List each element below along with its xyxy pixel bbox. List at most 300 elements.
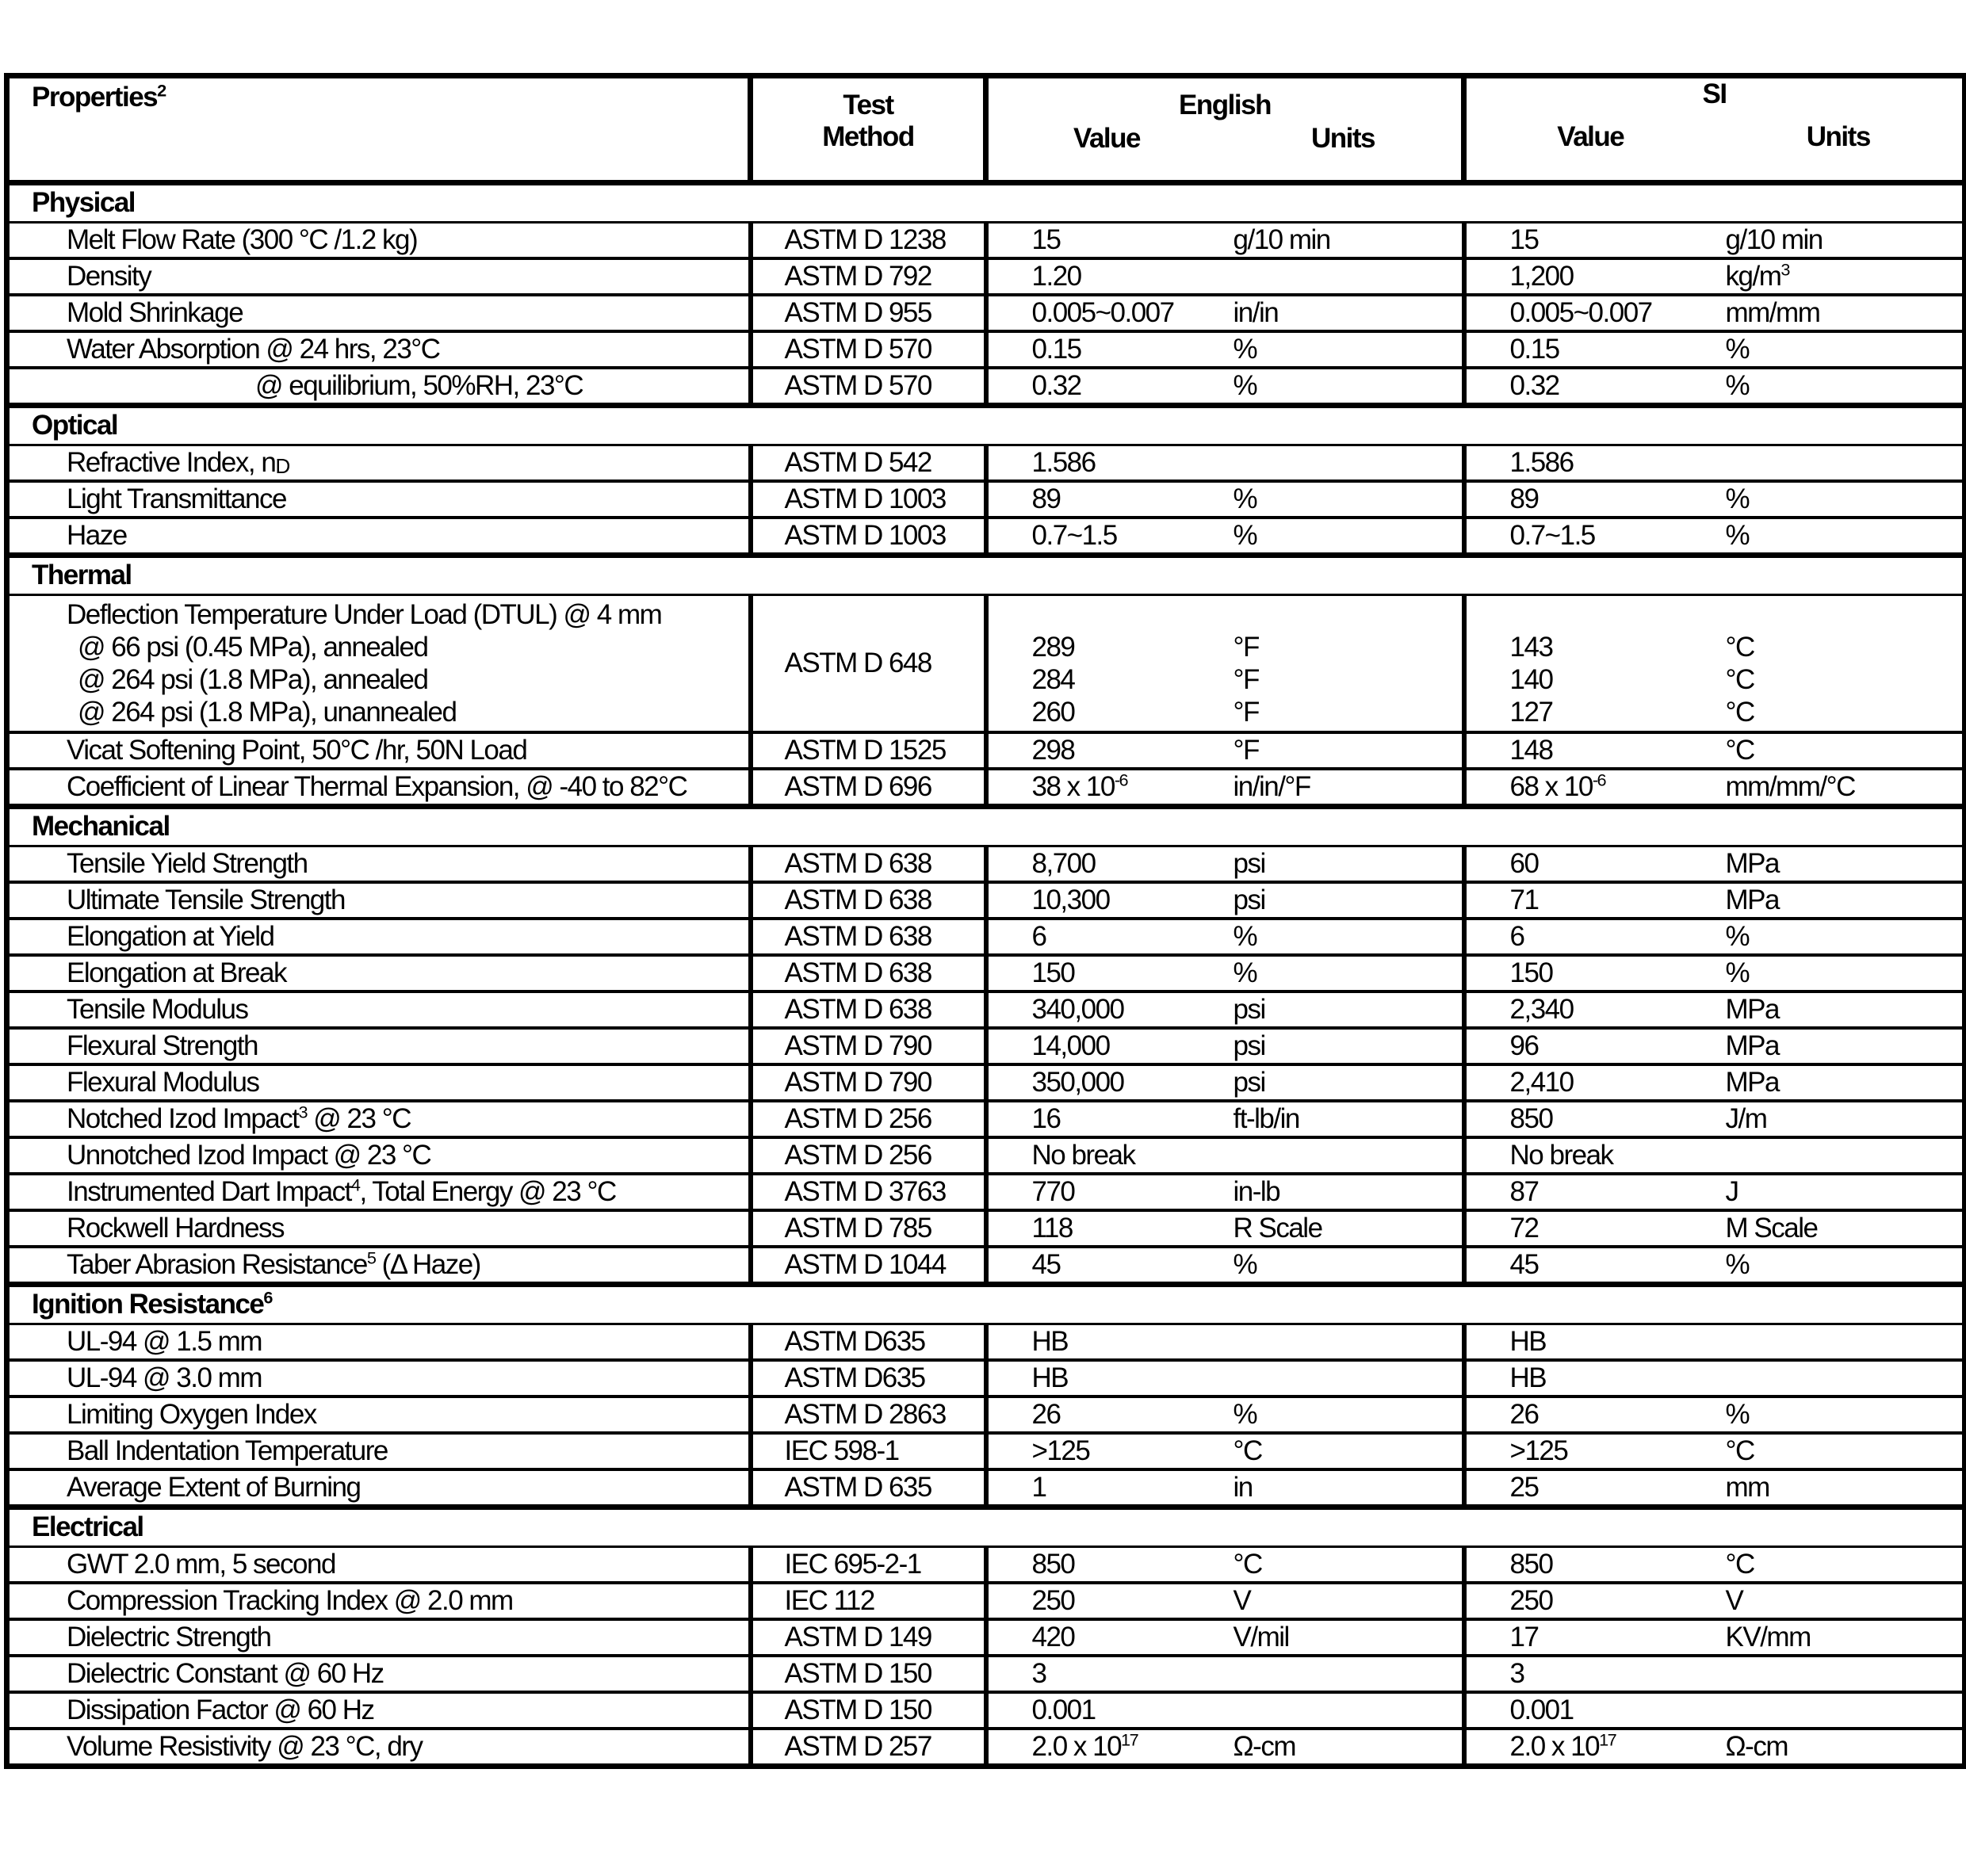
spacer bbox=[1510, 598, 1726, 631]
english-units: V/mil bbox=[1233, 1621, 1289, 1652]
table-row bbox=[7, 769, 1965, 807]
english-value-cell bbox=[986, 1692, 1234, 1729]
property-cell bbox=[7, 882, 751, 919]
property-label: Dielectric Constant @ 60 Hz bbox=[67, 1657, 384, 1689]
header-si-label: SI bbox=[1702, 78, 1727, 109]
property-cell bbox=[7, 295, 751, 331]
table-row bbox=[7, 1729, 1965, 1767]
english-units: % bbox=[1233, 483, 1257, 514]
test-method: ASTM D 1003 bbox=[784, 483, 946, 514]
test-method: ASTM D 1238 bbox=[784, 224, 946, 255]
english-value-cell bbox=[986, 223, 1234, 259]
english-value-cell bbox=[986, 1360, 1234, 1396]
test-method-cell bbox=[751, 1174, 986, 1210]
si-units-cell bbox=[1726, 1064, 1965, 1101]
test-method: ASTM D 570 bbox=[784, 333, 931, 365]
test-method-cell bbox=[751, 769, 986, 807]
si-units-cell bbox=[1726, 295, 1965, 331]
spacer bbox=[1234, 598, 1462, 631]
si-value-cell bbox=[1464, 955, 1726, 991]
english-value-cell bbox=[986, 1174, 1234, 1210]
english-value-cell bbox=[986, 1433, 1234, 1469]
property-cell bbox=[7, 846, 751, 883]
property-label: Flexural Modulus bbox=[67, 1066, 259, 1098]
test-method-cell bbox=[751, 223, 986, 259]
header-english bbox=[986, 76, 1464, 183]
english-value: 0.32 bbox=[1031, 369, 1081, 401]
superscript: 3 bbox=[1780, 259, 1789, 280]
property-label: UL-94 @ 1.5 mm bbox=[67, 1325, 262, 1357]
english-units-cell bbox=[1234, 258, 1464, 295]
si-units: MPa bbox=[1725, 847, 1779, 879]
english-value-cell bbox=[986, 882, 1234, 919]
section-header-row bbox=[7, 1507, 1965, 1547]
test-method-cell bbox=[751, 1247, 986, 1285]
spacer bbox=[1032, 598, 1234, 631]
english-units: °F bbox=[1233, 632, 1259, 663]
table-row bbox=[7, 882, 1965, 919]
si-value: >125 bbox=[1509, 1435, 1568, 1466]
si-units-cell bbox=[1726, 1101, 1965, 1137]
english-units-cell bbox=[1234, 331, 1464, 368]
si-units: MPa bbox=[1725, 1030, 1779, 1061]
si-value-cell bbox=[1464, 481, 1726, 518]
si-value: 148 bbox=[1509, 734, 1553, 766]
test-method-cell bbox=[751, 1324, 986, 1361]
english-value-cell bbox=[986, 769, 1234, 807]
property-label: Limiting Oxygen Index bbox=[67, 1398, 316, 1430]
english-units: °C bbox=[1233, 1435, 1262, 1466]
english-value-cell bbox=[986, 1101, 1234, 1137]
header-si bbox=[1464, 76, 1965, 183]
section-title-label: Optical bbox=[32, 410, 118, 441]
si-units-cell bbox=[1726, 1324, 1965, 1361]
si-value: 0.001 bbox=[1509, 1694, 1574, 1725]
english-value: 10,300 bbox=[1031, 884, 1110, 915]
english-value-cell bbox=[986, 1729, 1234, 1767]
property-label: Unnotched Izod Impact @ 23 °C bbox=[67, 1139, 431, 1171]
property-label: Light Transmittance bbox=[67, 483, 286, 514]
table-row bbox=[7, 1583, 1965, 1619]
section-title bbox=[7, 1285, 1965, 1324]
english-units-cell bbox=[1234, 769, 1464, 807]
test-method: ASTM D 149 bbox=[784, 1621, 931, 1652]
property-cell bbox=[7, 919, 751, 955]
english-value: 45 bbox=[1031, 1248, 1061, 1280]
section-title bbox=[7, 1507, 1965, 1547]
property-cell bbox=[7, 1137, 751, 1174]
si-value: 150 bbox=[1509, 957, 1553, 988]
english-units-cell bbox=[1234, 732, 1464, 769]
english-value: 0.005~0.007 bbox=[1031, 296, 1174, 328]
test-method: ASTM D 150 bbox=[784, 1657, 931, 1689]
si-value-cell bbox=[1464, 1692, 1726, 1729]
header-test-method bbox=[751, 76, 986, 183]
si-value: 140 bbox=[1509, 664, 1553, 695]
table-row bbox=[7, 518, 1965, 556]
property-cell bbox=[7, 481, 751, 518]
table-row bbox=[7, 1174, 1965, 1210]
english-units: g/10 min bbox=[1233, 224, 1330, 255]
si-units-cell bbox=[1726, 955, 1965, 991]
property-cell bbox=[7, 1729, 751, 1767]
property-cell bbox=[7, 1174, 751, 1210]
english-units: in/in bbox=[1233, 296, 1279, 328]
si-value-cell bbox=[1464, 1210, 1726, 1247]
test-method-cell bbox=[751, 1433, 986, 1469]
si-units-cell bbox=[1726, 1210, 1965, 1247]
si-value-cell bbox=[1464, 1028, 1726, 1064]
table-row bbox=[7, 295, 1965, 331]
english-value-cell bbox=[986, 295, 1234, 331]
section-title-label: Physical bbox=[32, 187, 136, 219]
si-value: 1.586 bbox=[1509, 446, 1574, 478]
english-value-cell bbox=[986, 1469, 1234, 1507]
english-value-cell bbox=[986, 1619, 1234, 1656]
si-value: 60 bbox=[1509, 847, 1539, 879]
english-value: 298 bbox=[1031, 734, 1075, 766]
condition-label: @ 264 psi (1.8 MPa), annealed bbox=[78, 664, 428, 695]
si-units: g/10 min bbox=[1725, 224, 1823, 255]
si-value: 0.15 bbox=[1509, 333, 1559, 365]
table-row bbox=[7, 1433, 1965, 1469]
test-method-cell bbox=[751, 1619, 986, 1656]
english-units-cell bbox=[1234, 1729, 1464, 1767]
english-units-cell bbox=[1234, 919, 1464, 955]
si-units: J/m bbox=[1725, 1102, 1767, 1134]
test-method-cell bbox=[751, 445, 986, 482]
table-row bbox=[7, 1324, 1965, 1361]
table-row bbox=[7, 1210, 1965, 1247]
english-units-cell bbox=[1234, 445, 1464, 482]
table-row bbox=[7, 955, 1965, 991]
section-title bbox=[7, 556, 1965, 595]
english-units: °C bbox=[1233, 1548, 1262, 1580]
english-value: No break bbox=[1031, 1139, 1135, 1171]
si-value-cell bbox=[1464, 882, 1726, 919]
si-value-cell bbox=[1464, 1101, 1726, 1137]
header-si-units: Units bbox=[1806, 121, 1870, 153]
property-label: Density bbox=[67, 260, 151, 292]
test-method: ASTM D 1525 bbox=[784, 734, 946, 766]
english-value-cell bbox=[986, 1064, 1234, 1101]
english-value: 38 x 10 bbox=[1031, 770, 1115, 802]
test-method-cell bbox=[751, 1101, 986, 1137]
english-value-cell bbox=[986, 595, 1234, 733]
english-units: psi bbox=[1233, 884, 1265, 915]
si-value-cell bbox=[1464, 1137, 1726, 1174]
english-value-cell bbox=[986, 1028, 1234, 1064]
english-value-cell bbox=[986, 846, 1234, 883]
test-method: IEC 695-2-1 bbox=[784, 1548, 921, 1580]
property-cell bbox=[7, 223, 751, 259]
table-row bbox=[7, 1619, 1965, 1656]
english-value: 89 bbox=[1031, 483, 1061, 514]
english-value-cell bbox=[986, 258, 1234, 295]
test-method: ASTM D 790 bbox=[784, 1066, 931, 1098]
si-units-cell bbox=[1726, 331, 1965, 368]
test-method: ASTM D 785 bbox=[784, 1212, 931, 1244]
si-units-cell bbox=[1726, 846, 1965, 883]
si-units-cell bbox=[1726, 223, 1965, 259]
english-units-cell bbox=[1234, 1101, 1464, 1137]
english-units: % bbox=[1233, 519, 1257, 551]
english-value: 3 bbox=[1031, 1657, 1046, 1689]
property-label: Average Extent of Burning bbox=[67, 1471, 361, 1503]
si-value: 143 bbox=[1509, 632, 1553, 663]
si-value-cell bbox=[1464, 732, 1726, 769]
english-units-cell bbox=[1234, 1692, 1464, 1729]
english-value: 150 bbox=[1031, 957, 1075, 988]
si-value-cell bbox=[1464, 368, 1726, 406]
si-units: mm bbox=[1725, 1471, 1769, 1503]
property-cell bbox=[7, 258, 751, 295]
english-units-cell bbox=[1234, 1247, 1464, 1285]
si-value: No break bbox=[1509, 1139, 1613, 1171]
section-header-row bbox=[7, 183, 1965, 223]
test-method: ASTM D 257 bbox=[784, 1730, 931, 1762]
si-value: 26 bbox=[1509, 1398, 1539, 1430]
property-cell bbox=[7, 1064, 751, 1101]
english-value-cell bbox=[986, 1583, 1234, 1619]
exponent: 17 bbox=[1599, 1729, 1616, 1750]
section-title-label: Ignition Resistance bbox=[32, 1289, 264, 1320]
si-value: 127 bbox=[1509, 697, 1553, 728]
english-value: 850 bbox=[1031, 1548, 1075, 1580]
property-cell bbox=[7, 1324, 751, 1361]
property-label-tail: , Total Energy @ 23 °C bbox=[359, 1175, 616, 1207]
english-units: % bbox=[1233, 957, 1257, 988]
property-label: UL-94 @ 3.0 mm bbox=[67, 1362, 262, 1393]
test-method-cell bbox=[751, 846, 986, 883]
english-units: °F bbox=[1233, 697, 1259, 728]
si-value: 87 bbox=[1509, 1175, 1539, 1207]
si-value-cell bbox=[1464, 518, 1726, 556]
property-cell bbox=[7, 1619, 751, 1656]
si-units: % bbox=[1725, 519, 1750, 551]
test-method: ASTM D 792 bbox=[784, 260, 931, 292]
english-units-cell bbox=[1234, 1469, 1464, 1507]
test-method-cell bbox=[751, 1692, 986, 1729]
english-value: 26 bbox=[1031, 1398, 1061, 1430]
test-method-cell bbox=[751, 1469, 986, 1507]
english-value-cell bbox=[986, 1247, 1234, 1285]
si-units: % bbox=[1725, 483, 1750, 514]
test-method: ASTM D 696 bbox=[784, 770, 931, 802]
english-value: 0.7~1.5 bbox=[1031, 519, 1117, 551]
property-cell bbox=[7, 1656, 751, 1692]
header-properties bbox=[7, 76, 751, 183]
property-label: Instrumented Dart Impact bbox=[67, 1175, 351, 1207]
english-value: 6 bbox=[1031, 920, 1046, 952]
table-row bbox=[7, 919, 1965, 955]
test-method-cell bbox=[751, 518, 986, 556]
english-value-cell bbox=[986, 518, 1234, 556]
si-value: 1,200 bbox=[1509, 260, 1574, 292]
si-units: % bbox=[1725, 369, 1750, 401]
si-units-cell bbox=[1726, 1396, 1965, 1433]
english-units-cell bbox=[1234, 1028, 1464, 1064]
english-units-cell bbox=[1234, 1174, 1464, 1210]
si-value: 2,340 bbox=[1509, 993, 1574, 1025]
si-value: 25 bbox=[1509, 1471, 1539, 1503]
si-value: 0.005~0.007 bbox=[1509, 296, 1652, 328]
si-value: HB bbox=[1509, 1325, 1547, 1357]
footnote-ref: 3 bbox=[298, 1102, 308, 1122]
property-label: Dielectric Strength bbox=[67, 1621, 271, 1652]
property-label: Melt Flow Rate (300 °C /1.2 kg) bbox=[67, 224, 418, 255]
english-value: 0.001 bbox=[1031, 1694, 1096, 1725]
property-cell bbox=[7, 1247, 751, 1285]
property-cell bbox=[7, 955, 751, 991]
table-row bbox=[7, 1137, 1965, 1174]
english-units: psi bbox=[1233, 993, 1265, 1025]
table-row bbox=[7, 1101, 1965, 1137]
english-units: % bbox=[1233, 920, 1257, 952]
test-method: ASTM D 2863 bbox=[784, 1398, 946, 1430]
si-units-cell bbox=[1726, 991, 1965, 1028]
english-value: 350,000 bbox=[1031, 1066, 1124, 1098]
english-units: °F bbox=[1233, 664, 1259, 695]
english-units-cell bbox=[1234, 1619, 1464, 1656]
exponent: -6 bbox=[1592, 770, 1606, 790]
si-value-cell bbox=[1464, 331, 1726, 368]
test-method-cell bbox=[751, 331, 986, 368]
english-units: % bbox=[1233, 369, 1257, 401]
si-units-cell bbox=[1726, 882, 1965, 919]
table-row bbox=[7, 1028, 1965, 1064]
table-row bbox=[7, 1656, 1965, 1692]
property-label: Coefficient of Linear Thermal Expansion, @ -40 to 82°C bbox=[67, 770, 687, 802]
table-row bbox=[7, 1469, 1965, 1507]
english-value: 8,700 bbox=[1031, 847, 1096, 879]
property-label: Taber Abrasion Resistance bbox=[67, 1248, 367, 1280]
property-label: Notched Izod Impact bbox=[67, 1102, 299, 1134]
properties-sheet bbox=[4, 73, 1962, 1769]
property-label: Tensile Yield Strength bbox=[67, 847, 308, 879]
test-method: ASTM D 542 bbox=[784, 446, 931, 478]
english-units-cell bbox=[1234, 1137, 1464, 1174]
si-units: kg/m bbox=[1725, 260, 1781, 292]
test-method-cell bbox=[751, 1064, 986, 1101]
si-units-cell bbox=[1726, 1028, 1965, 1064]
table-row bbox=[7, 1396, 1965, 1433]
si-units: mm/mm bbox=[1725, 296, 1820, 328]
si-value-cell bbox=[1464, 846, 1726, 883]
si-value-cell bbox=[1464, 1324, 1726, 1361]
test-method-cell bbox=[751, 732, 986, 769]
si-value: 2,410 bbox=[1509, 1066, 1574, 1098]
property-cell bbox=[7, 1101, 751, 1137]
test-method-cell bbox=[751, 295, 986, 331]
english-units: in-lb bbox=[1233, 1175, 1280, 1207]
table-row bbox=[7, 1692, 1965, 1729]
english-units: % bbox=[1233, 1248, 1257, 1280]
property-cell bbox=[7, 732, 751, 769]
table-row bbox=[7, 1547, 1965, 1584]
test-method-cell bbox=[751, 1360, 986, 1396]
property-cell bbox=[7, 1692, 751, 1729]
condition-label: @ 66 psi (0.45 MPa), annealed bbox=[78, 632, 428, 663]
english-value-cell bbox=[986, 481, 1234, 518]
si-value-cell bbox=[1464, 1064, 1726, 1101]
si-units-cell bbox=[1726, 1729, 1965, 1767]
property-label-tail: (Δ Haze) bbox=[375, 1248, 480, 1280]
test-method: ASTM D 638 bbox=[784, 920, 931, 952]
si-units: °C bbox=[1725, 697, 1754, 728]
english-units: psi bbox=[1233, 1066, 1265, 1098]
property-cell bbox=[7, 445, 751, 482]
property-cell bbox=[7, 1210, 751, 1247]
english-units-cell bbox=[1234, 1583, 1464, 1619]
english-value: 289 bbox=[1031, 632, 1075, 663]
test-method-cell bbox=[751, 368, 986, 406]
english-units-cell bbox=[1234, 882, 1464, 919]
property-cell bbox=[7, 331, 751, 368]
test-method-cell bbox=[751, 1729, 986, 1767]
english-units: °F bbox=[1233, 734, 1259, 766]
table-header-row bbox=[7, 76, 1965, 183]
english-value-cell bbox=[986, 955, 1234, 991]
english-units: R Scale bbox=[1233, 1212, 1322, 1244]
section-title bbox=[7, 183, 1965, 223]
english-value-cell bbox=[986, 331, 1234, 368]
english-units: % bbox=[1233, 1398, 1257, 1430]
table-row-dtul bbox=[7, 595, 1965, 733]
si-units: KV/mm bbox=[1725, 1621, 1811, 1652]
si-units: J bbox=[1725, 1175, 1738, 1207]
english-value-cell bbox=[986, 1396, 1234, 1433]
english-value: 1.20 bbox=[1031, 260, 1081, 292]
english-units: % bbox=[1233, 333, 1257, 365]
english-value-cell bbox=[986, 1137, 1234, 1174]
english-value: 2.0 x 10 bbox=[1031, 1730, 1122, 1762]
section-header-row bbox=[7, 807, 1965, 846]
english-value: 14,000 bbox=[1031, 1030, 1110, 1061]
property-cell bbox=[7, 1360, 751, 1396]
property-label-tail: @ 23 °C bbox=[307, 1102, 411, 1134]
table-row bbox=[7, 331, 1965, 368]
header-properties-label: Properties bbox=[32, 82, 158, 113]
si-value-cell bbox=[1464, 991, 1726, 1028]
si-units-cell bbox=[1726, 258, 1965, 295]
si-value: 15 bbox=[1509, 224, 1539, 255]
table-row bbox=[7, 991, 1965, 1028]
si-value: 850 bbox=[1509, 1548, 1553, 1580]
section-header-row bbox=[7, 406, 1965, 445]
table-row bbox=[7, 481, 1965, 518]
si-value-cell bbox=[1464, 1360, 1726, 1396]
si-value: 850 bbox=[1509, 1102, 1553, 1134]
si-value: 68 x 10 bbox=[1509, 770, 1593, 802]
test-method-cell bbox=[751, 595, 986, 733]
english-units-cell bbox=[1234, 518, 1464, 556]
english-value: 1.586 bbox=[1031, 446, 1096, 478]
test-method: IEC 598-1 bbox=[784, 1435, 899, 1466]
english-value-cell bbox=[986, 368, 1234, 406]
property-label: Vicat Softening Point, 50°C /hr, 50N Load bbox=[67, 734, 527, 766]
english-value: 0.15 bbox=[1031, 333, 1081, 365]
section-title bbox=[7, 406, 1965, 445]
english-units-cell bbox=[1234, 223, 1464, 259]
si-value: HB bbox=[1509, 1362, 1547, 1393]
test-method: ASTM D635 bbox=[784, 1325, 925, 1357]
si-value: 0.32 bbox=[1509, 369, 1559, 401]
si-value-cell bbox=[1464, 1583, 1726, 1619]
test-method-cell bbox=[751, 882, 986, 919]
si-value-cell bbox=[1464, 1729, 1726, 1767]
property-label: Tensile Modulus bbox=[67, 993, 248, 1025]
